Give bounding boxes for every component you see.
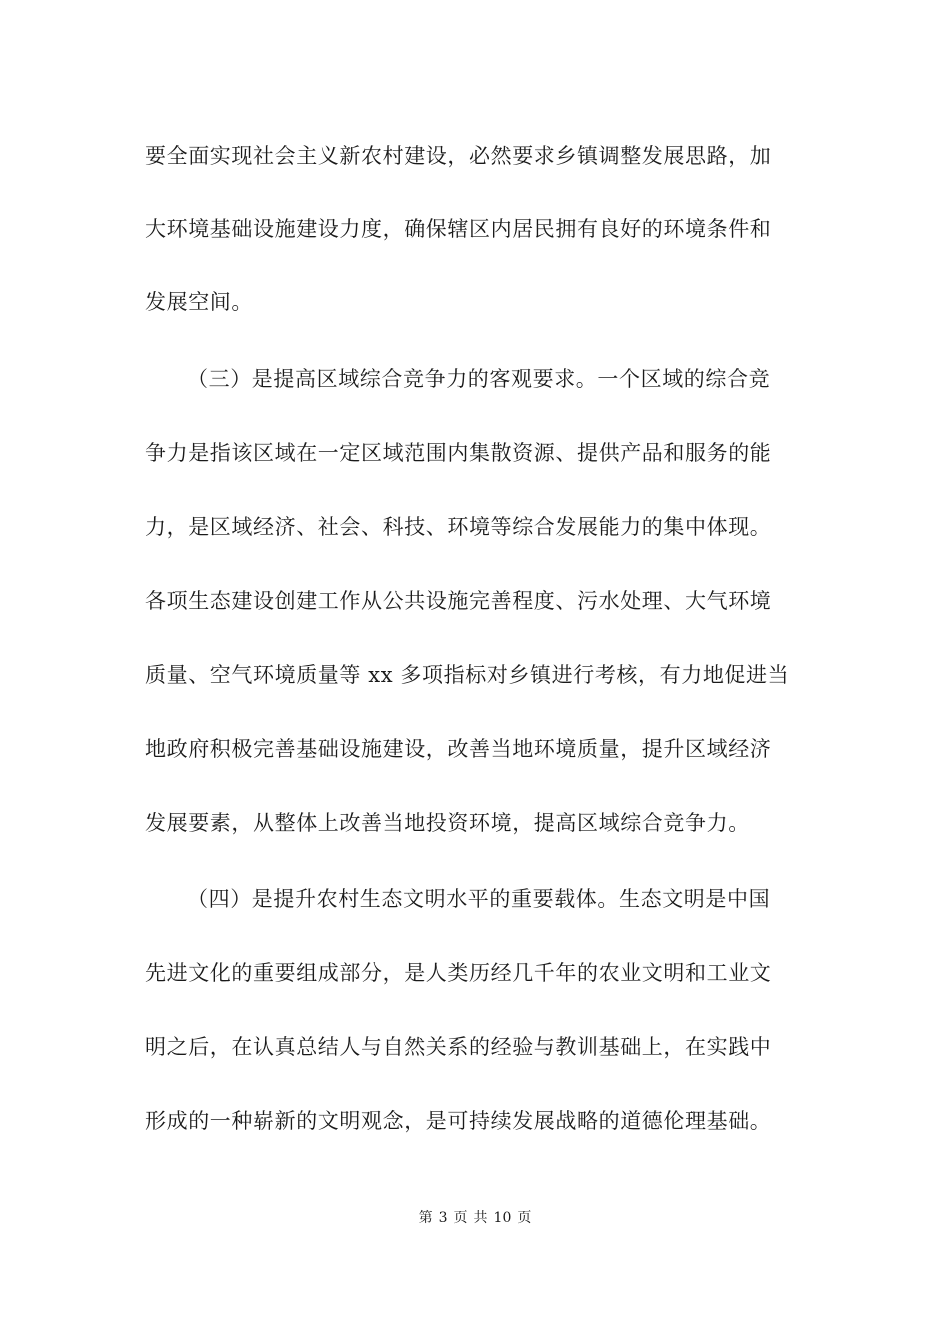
paragraph-2-line-6: 地政府积极完善基础设施建设，改善当地环境质量，提升区域经济 — [145, 737, 772, 761]
paragraph-2-line-7: 发展要素，从整体上改善当地投资环境，提高区域综合竞争力。 — [145, 811, 750, 835]
paragraph-3-line-2: 先进文化的重要组成部分，是人类历经几千年的农业文明和工业文 — [145, 961, 772, 985]
footer-page-word: 页 — [453, 1210, 468, 1226]
paragraph-1-line-3: 发展空间。 — [145, 290, 253, 314]
page-footer — [0, 1208, 950, 1228]
footer-total-word: 共 — [473, 1210, 488, 1226]
paragraph-3-line-3: 明之后，在认真总结人与自然关系的经验与教训基础上，在实践中 — [145, 1035, 772, 1059]
paragraph-3-line-4: 形成的一种崭新的文明观念，是可持续发展战略的道德伦理基础。 — [145, 1109, 772, 1133]
footer-current-page: 3 — [438, 1210, 448, 1226]
paragraph-2-line-4: 各项生态建设创建工作从公共设施完善程度、污水处理、大气环境 — [145, 589, 772, 613]
footer-total-pages: 10 — [493, 1210, 512, 1226]
paragraph-2-line-5: 质量、空气环境质量等 xx 多项指标对乡镇进行考核，有力地促进当 — [145, 663, 790, 687]
paragraph-2-line-2: 争力是指该区域在一定区域范围内集散资源、提供产品和服务的能 — [145, 441, 772, 465]
paragraph-1-line-2: 大环境基础设施建设力度，确保辖区内居民拥有良好的环境条件和 — [145, 217, 772, 241]
paragraph-2-line-3: 力，是区域经济、社会、科技、环境等综合发展能力的集中体现。 — [145, 515, 772, 539]
paragraph-2-line-1: （三）是提高区域综合竞争力的客观要求。一个区域的综合竞 — [187, 367, 771, 391]
paragraph-3-line-1: （四）是提升农村生态文明水平的重要载体。生态文明是中国 — [187, 887, 771, 911]
footer-suffix: 页 — [517, 1210, 532, 1226]
footer-prefix: 第 — [418, 1210, 433, 1226]
paragraph-1-line-1: 要全面实现社会主义新农村建设，必然要求乡镇调整发展思路，加 — [145, 144, 772, 168]
